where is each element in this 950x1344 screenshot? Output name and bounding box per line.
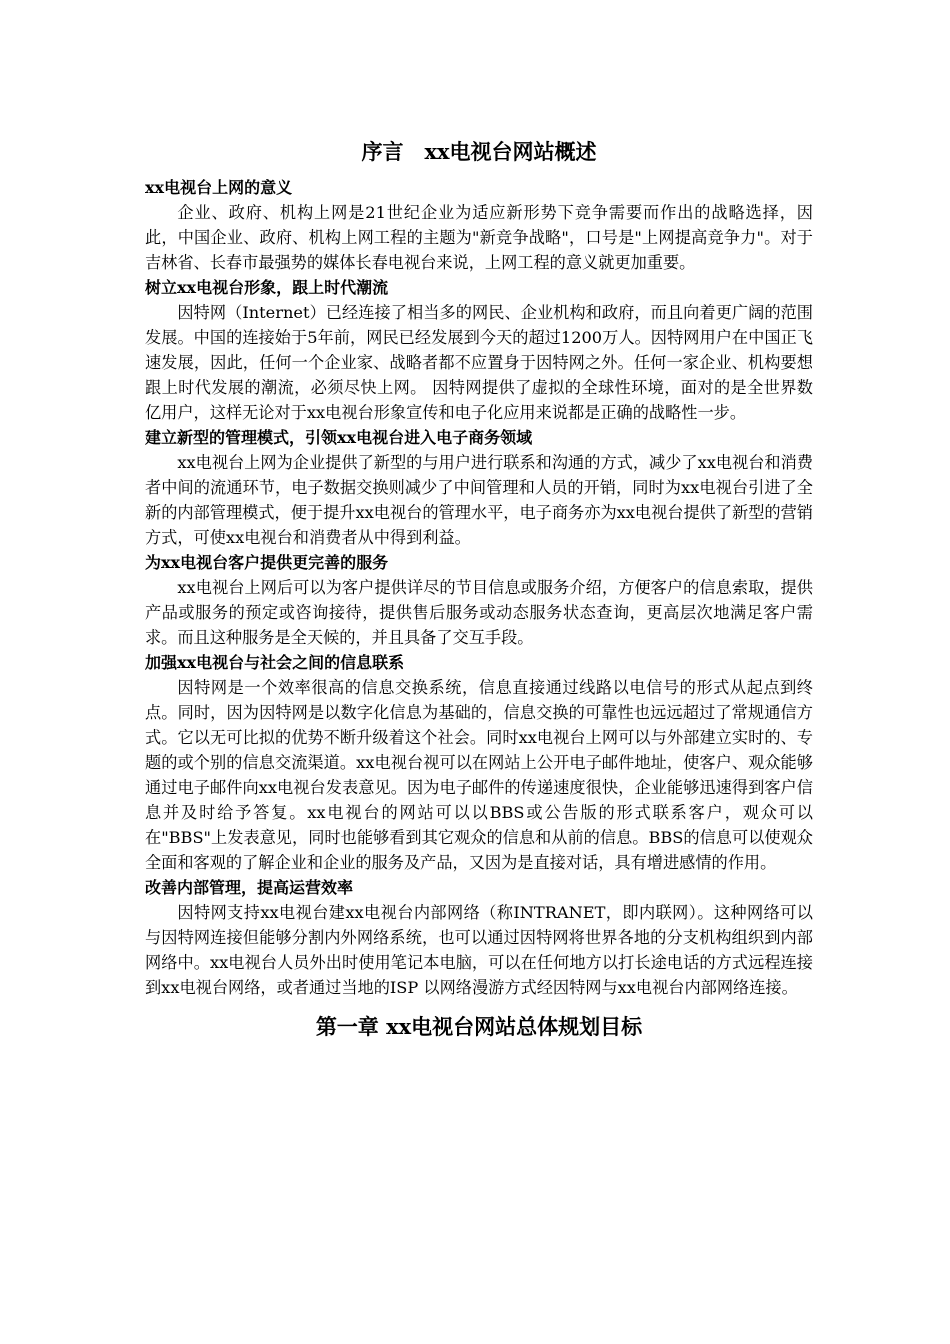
section-heading: 改善内部管理，提高运营效率 [145,878,354,897]
section-heading: 建立新型的管理模式，引领xx电视台进入电子商务领域 [145,428,533,447]
section-body: 因特网是一个效率很高的信息交换系统，信息直接通过线路以电信号的形式从起点到终点。同时，因为因特网是以数字化信息为基础的，信息交换的可靠性也远远超过了常规通信方式。它以无可比拟的优势不断升级着这个社会。同时xx电视台上网可以与外部建立实时的、专题的或个别的信息交流渠道。xx电视台视可以在网站上公开电子邮件地址，使客户、观众能够通过电子邮件向xx电视台发表意见。因为电子邮件的传递速度很快，企业能够迅速得到客户信息并及时给予答复。xx电视台的网站可以以BBS或公告版的形式联系客户，观众可以在"BBS"上发表意见，同时也能够看到其它观众的信息和从前的信息。BBS的信息可以使观众全面和客观的了解企业和企业的服务及产品，又因为是直接对话，具有增进感情的作用。 [145,678,813,872]
section-management-model [145,425,813,550]
section-body: xx电视台上网后可以为客户提供详尽的节目信息或服务介绍，方便客户的信息索取，提供产品或服务的预定或咨询接待，提供售后服务或动态服务状态查询，更高层次地满足客户需求。而且这种服务是全天候的，并且具备了交互手段。 [145,578,813,647]
section-heading: 加强xx电视台与社会之间的信息联系 [145,653,405,672]
section-heading: xx电视台上网的意义 [145,178,293,197]
section-body: 因特网（Internet）已经连接了相当多的网民、企业机构和政府，而且向着更广阔的范围发展。中国的连接始于5年前，网民已经发展到今天的超过1200万人。因特网用户在中国正飞速发展，因此，任何一个企业家、战略者都不应置身于因特网之外。任何一家企业、机构要想跟上时代发展的潮流，必须尽快上网。 因特网提供了虚拟的全球性环境，面对的是全世界数亿用户，这样无论对于xx电视台形象宣传和电子化应用来说都是正确的战略性一步。 [145,303,813,422]
section-body: 企业、政府、机构上网是21世纪企业为适应新形势下竞争需要而作出的战略选择，因此，中国企业、政府、机构上网工程的主题为"新竞争战略"，口号是"上网提高竞争力"。对于吉林省、长春市最强势的媒体长春电视台来说，上网工程的意义就更加重要。 [145,203,813,272]
section-body: xx电视台上网为企业提供了新型的与用户进行联系和沟通的方式，减少了xx电视台和消费者中间的流通环节，电子数据交换则减少了中间管理和人员的开销，同时为xx电视台引进了全新的内部管理模式，便于提升xx电视台的管理水平，电子商务亦为xx电视台提供了新型的营销方式，可使xx电视台和消费者从中得到利益。 [145,453,813,547]
document-page [145,135,813,1044]
section-customer-service [145,550,813,650]
section-heading: 为xx电视台客户提供更完善的服务 [145,553,389,572]
section-heading: 树立xx电视台形象，跟上时代潮流 [145,278,389,297]
preface-title: 序言 xx电视台网站概述 [361,139,597,164]
section-body: 因特网支持xx电视台建xx电视台内部网络（称INTRANET，即内联网）。这种网络可以与因特网连接但能够分割内外网络系统，也可以通过因特网将世界各地的分支机构组织到内部网络中。xx电视台人员外出时使用笔记本电脑，可以在任何地方以打长途电话的方式远程连接到xx电视台网络，或者通过当地的ISP 以网络漫游方式经因特网与xx电视台内部网络连接。 [145,903,813,997]
section-significance [145,175,813,275]
section-internal-management [145,875,813,1000]
chapter-title: 第一章 xx电视台网站总体规划目标 [315,1014,643,1039]
section-information-link [145,650,813,875]
section-image [145,275,813,425]
